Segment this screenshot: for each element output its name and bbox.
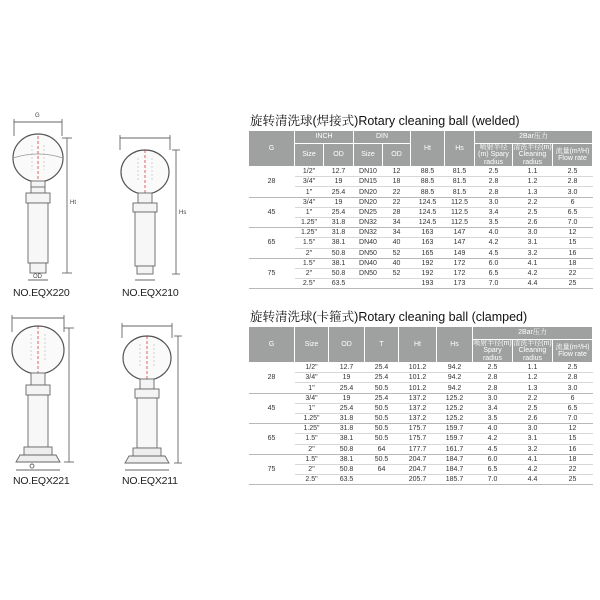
welded-cell: DN32	[354, 217, 383, 227]
clamped-cell: 25.4	[329, 403, 365, 413]
clamped-cell: 1.2	[513, 373, 553, 383]
welded-cell: 52	[383, 248, 411, 258]
welded-cell: 63.5	[324, 279, 354, 289]
welded-cell: 6.5	[553, 207, 593, 217]
welded-cell: 3.2	[513, 248, 553, 258]
clamped-header-hs: Hs	[437, 327, 473, 363]
welded-cell: 2"	[295, 268, 324, 278]
welded-table-row	[249, 177, 593, 187]
welded-cell: 28	[383, 207, 411, 217]
dim-label-g: G	[35, 113, 40, 119]
clamped-cell: 12	[553, 424, 593, 434]
welded-cell: 12.7	[324, 167, 354, 177]
welded-cell: 1.1	[513, 167, 553, 177]
clamped-cell: 1.5"	[295, 454, 329, 464]
welded-cell: 2.6	[513, 217, 553, 227]
clamped-cell: 19	[329, 373, 365, 383]
welded-cell: 25.4	[324, 207, 354, 217]
clamped-cell	[365, 475, 399, 485]
clamped-table-row	[249, 475, 593, 485]
welded-cell: 4.1	[513, 258, 553, 268]
clamped-cell: 204.7	[399, 464, 437, 474]
welded-table-row	[249, 279, 593, 289]
welded-table-row	[249, 187, 593, 197]
clamped-cell: 19	[329, 393, 365, 403]
clamped-header-od: OD	[329, 327, 365, 363]
welded-cell: 31.8	[324, 217, 354, 227]
clamped-cell: 3/4"	[295, 393, 329, 403]
welded-cell: 149	[445, 248, 475, 258]
welded-cell: DN20	[354, 187, 383, 197]
clamped-cell: 4.5	[473, 444, 513, 454]
welded-table-row	[249, 167, 593, 177]
clamped-cell: 18	[553, 454, 593, 464]
welded-cell: 147	[445, 238, 475, 248]
clamped-cell: 50.5	[365, 383, 399, 393]
welded-cell: 38.1	[324, 238, 354, 248]
clamped-table-row	[249, 383, 593, 393]
clamped-table-row	[249, 444, 593, 454]
clamped-cell: 2.8	[473, 373, 513, 383]
clamped-cell: 1.1	[513, 363, 553, 373]
clamped-spec-table	[248, 326, 593, 485]
clamped-cell: 1/2"	[295, 363, 329, 373]
clamped-header-flow: 流量(m³/H) Flow rate	[553, 340, 593, 363]
clamped-cell: 22	[553, 464, 593, 474]
welded-cell: 124.5	[411, 197, 445, 207]
clamped-cell: 12.7	[329, 363, 365, 373]
clamped-header-g: G	[249, 327, 295, 363]
clamped-cell: 50.5	[365, 454, 399, 464]
welded-cell: 192	[411, 258, 445, 268]
welded-header-inch-size: Size	[295, 144, 324, 167]
welded-cell: 1.5"	[295, 258, 324, 268]
welded-cell: 124.5	[411, 207, 445, 217]
welded-table-row	[249, 207, 593, 217]
welded-cell: 19	[324, 177, 354, 187]
welded-cell: 112.5	[445, 197, 475, 207]
clamped-cell: 2.5	[553, 363, 593, 373]
clamped-cell: 94.2	[437, 383, 473, 393]
welded-cell: DN15	[354, 177, 383, 187]
clamped-cell: 204.7	[399, 454, 437, 464]
welded-cell: 163	[411, 238, 445, 248]
clamped-table-body	[249, 363, 593, 485]
drawings-panel	[0, 0, 240, 600]
clamped-cell: 1.5"	[295, 434, 329, 444]
clamped-cell: 3.0	[473, 393, 513, 403]
clamped-cell: 205.7	[399, 475, 437, 485]
clamped-cell-g: 45	[249, 393, 295, 424]
clamped-table-row	[249, 434, 593, 444]
clamped-cell-g: 65	[249, 424, 295, 455]
welded-header-din-size: Size	[354, 144, 383, 167]
clamped-cell: 63.5	[329, 475, 365, 485]
welded-header-ht: Ht	[411, 131, 445, 167]
welded-cell: 2.5	[553, 167, 593, 177]
clamped-cell: 159.7	[437, 424, 473, 434]
clamped-header-pressure: 2Bar压力	[473, 327, 593, 340]
welded-cell: 2.5	[475, 167, 513, 177]
clamped-cell: 161.7	[437, 444, 473, 454]
welded-cell: DN40	[354, 258, 383, 268]
clamped-cell: 125.2	[437, 413, 473, 423]
clamped-cell: 159.7	[437, 434, 473, 444]
clamped-cell: 125.2	[437, 403, 473, 413]
clamped-cell: 50.5	[365, 403, 399, 413]
welded-cell: 7.0	[475, 279, 513, 289]
welded-header-pressure: 2Bar压力	[475, 131, 593, 144]
welded-table-row	[249, 258, 593, 268]
dim-label-od: OD	[33, 274, 42, 280]
cleaning-ball-clamped-small-drawing	[0, 0, 240, 600]
welded-cell: 12	[383, 167, 411, 177]
clamped-cell: 64	[365, 464, 399, 474]
clamped-cell: 101.2	[399, 363, 437, 373]
clamped-cell: 2.5"	[295, 475, 329, 485]
welded-cell: 1"	[295, 187, 324, 197]
dim-label-ht: Ht	[70, 200, 76, 206]
welded-cell: 147	[445, 228, 475, 238]
clamped-cell: 1.3	[513, 383, 553, 393]
clamped-cell: 7.0	[473, 475, 513, 485]
clamped-cell: 3.0	[553, 383, 593, 393]
clamped-cell-g: 75	[249, 454, 295, 485]
clamped-cell: 6.5	[473, 464, 513, 474]
welded-header-hs: Hs	[445, 131, 475, 167]
welded-cell: 3.1	[513, 238, 553, 248]
clamped-cell: 31.8	[329, 413, 365, 423]
welded-cell: 165	[411, 248, 445, 258]
welded-table-row	[249, 197, 593, 207]
welded-cell: 112.5	[445, 207, 475, 217]
clamped-cell: 4.0	[473, 424, 513, 434]
welded-cell: 1/2"	[295, 167, 324, 177]
clamped-cell: 101.2	[399, 373, 437, 383]
welded-cell: 81.5	[445, 187, 475, 197]
welded-cell: 88.5	[411, 177, 445, 187]
clamped-cell: 2.6	[513, 413, 553, 423]
welded-cell: 6.0	[475, 258, 513, 268]
welded-cell: 2.5	[513, 207, 553, 217]
clamped-table-row	[249, 413, 593, 423]
clamped-cell: 7.0	[553, 413, 593, 423]
clamped-table-title: 旋转清洗球(卡箍式)Rotary cleaning ball (clamped)	[250, 310, 528, 324]
clamped-cell: 2.2	[513, 393, 553, 403]
clamped-cell: 3.5	[473, 413, 513, 423]
welded-header-clean: 清洗半径(m) Cleaning radius	[513, 144, 552, 166]
clamped-table-row	[249, 403, 593, 413]
welded-cell: DN40	[354, 238, 383, 248]
clamped-cell: 50.8	[329, 464, 365, 474]
clamped-cell: 2.8	[553, 373, 593, 383]
clamped-header-size: Size	[295, 327, 329, 363]
welded-cell: 1.3	[513, 187, 553, 197]
welded-cell: DN32	[354, 228, 383, 238]
welded-cell: 15	[553, 238, 593, 248]
clamped-cell-g: 28	[249, 363, 295, 394]
drawing-label-eqx211: NO.EQX211	[122, 475, 178, 487]
welded-header-flow: 流量(m³/H) Flow rate	[553, 144, 593, 167]
welded-cell: 88.5	[411, 187, 445, 197]
welded-cell: 40	[383, 258, 411, 268]
welded-cell: DN50	[354, 268, 383, 278]
clamped-cell: 6	[553, 393, 593, 403]
welded-table-row	[249, 238, 593, 248]
clamped-header-t: T	[365, 327, 399, 363]
welded-cell-g: 45	[249, 197, 295, 228]
clamped-cell: 3.2	[513, 444, 553, 454]
clamped-cell: 25	[553, 475, 593, 485]
clamped-cell: 2.5	[513, 403, 553, 413]
welded-cell: 25	[553, 279, 593, 289]
clamped-cell: 4.2	[473, 434, 513, 444]
clamped-table-row	[249, 464, 593, 474]
welded-cell: 163	[411, 228, 445, 238]
welded-cell: DN20	[354, 197, 383, 207]
welded-cell: 2.8	[475, 187, 513, 197]
welded-header-inch: INCH	[295, 131, 354, 144]
clamped-cell: 1.25"	[295, 413, 329, 423]
clamped-cell: 38.1	[329, 454, 365, 464]
welded-cell: 124.5	[411, 217, 445, 227]
clamped-cell: 94.2	[437, 373, 473, 383]
welded-cell: 1.2	[513, 177, 553, 187]
clamped-cell: 38.1	[329, 434, 365, 444]
clamped-cell: 15	[553, 434, 593, 444]
welded-table-title: 旋转清洗球(焊接式)Rotary cleaning ball (welded)	[250, 114, 520, 128]
clamped-table-row	[249, 393, 593, 403]
drawing-label-eqx210: NO.EQX210	[122, 287, 179, 299]
clamped-cell: 94.2	[437, 363, 473, 373]
clamped-cell: 2.8	[473, 383, 513, 393]
welded-cell: 1.5"	[295, 238, 324, 248]
welded-cell: 31.8	[324, 228, 354, 238]
welded-cell: 3.5	[475, 217, 513, 227]
clamped-cell: 2"	[295, 444, 329, 454]
clamped-table-row	[249, 424, 593, 434]
welded-cell: 173	[445, 279, 475, 289]
welded-cell: 34	[383, 228, 411, 238]
welded-cell: 12	[553, 228, 593, 238]
welded-table-row	[249, 217, 593, 227]
welded-cell: 4.5	[475, 248, 513, 258]
welded-cell: 3.0	[475, 197, 513, 207]
clamped-cell: 31.8	[329, 424, 365, 434]
welded-cell: 22	[383, 197, 411, 207]
welded-cell: 38.1	[324, 258, 354, 268]
welded-table-row	[249, 268, 593, 278]
clamped-cell: 3/4"	[295, 373, 329, 383]
welded-header-din: DIN	[354, 131, 411, 144]
welded-table-row	[249, 228, 593, 238]
welded-spec-table	[248, 130, 593, 289]
clamped-cell: 3.0	[513, 424, 553, 434]
welded-cell: 3.4	[475, 207, 513, 217]
clamped-cell: 3.1	[513, 434, 553, 444]
welded-cell: 52	[383, 268, 411, 278]
clamped-cell: 1"	[295, 383, 329, 393]
welded-cell: 1"	[295, 207, 324, 217]
welded-cell: 4.2	[513, 268, 553, 278]
clamped-header-clean: 清洗半径(m) Cleaning radius	[513, 340, 552, 362]
welded-cell: 18	[553, 258, 593, 268]
welded-cell: 3/4"	[295, 197, 324, 207]
clamped-cell: 1.25"	[295, 424, 329, 434]
clamped-cell: 25.4	[365, 373, 399, 383]
welded-cell: 7.0	[553, 217, 593, 227]
clamped-table-row	[249, 373, 593, 383]
welded-cell: DN25	[354, 207, 383, 217]
clamped-cell: 25.4	[329, 383, 365, 393]
welded-cell: 50.8	[324, 248, 354, 258]
clamped-cell: 185.7	[437, 475, 473, 485]
welded-cell: 2.2	[513, 197, 553, 207]
welded-cell	[383, 279, 411, 289]
welded-cell: 1.25"	[295, 217, 324, 227]
clamped-cell: 184.7	[437, 464, 473, 474]
clamped-cell: 175.7	[399, 424, 437, 434]
welded-cell: 81.5	[445, 177, 475, 187]
clamped-cell: 25.4	[365, 393, 399, 403]
welded-cell-g: 65	[249, 228, 295, 259]
welded-cell: 22	[553, 268, 593, 278]
welded-cell: DN10	[354, 167, 383, 177]
clamped-cell: 1"	[295, 403, 329, 413]
welded-header-spray: 喷射半径(m) Spary radius	[475, 144, 513, 167]
clamped-table-row	[249, 454, 593, 464]
welded-cell: 34	[383, 217, 411, 227]
clamped-cell: 184.7	[437, 454, 473, 464]
welded-cell: 4.2	[475, 238, 513, 248]
welded-cell: 6	[553, 197, 593, 207]
clamped-cell: 137.2	[399, 413, 437, 423]
welded-cell: 4.0	[475, 228, 513, 238]
clamped-cell: 25.4	[365, 363, 399, 373]
welded-cell	[354, 279, 383, 289]
welded-cell: 2"	[295, 248, 324, 258]
dim-label-hs: Hs	[179, 210, 187, 216]
welded-cell: 50.8	[324, 268, 354, 278]
welded-cell: 2.5"	[295, 279, 324, 289]
clamped-cell: 137.2	[399, 403, 437, 413]
drawing-label-eqx220: NO.EQX220	[13, 287, 70, 299]
clamped-cell: 2.5	[473, 363, 513, 373]
welded-cell: 112.5	[445, 217, 475, 227]
clamped-cell: 125.2	[437, 393, 473, 403]
welded-cell: 81.5	[445, 167, 475, 177]
welded-cell: 3/4"	[295, 177, 324, 187]
welded-cell: 3.0	[513, 228, 553, 238]
welded-cell: 6.5	[475, 268, 513, 278]
welded-cell: 88.5	[411, 167, 445, 177]
welded-cell: 2.8	[475, 177, 513, 187]
welded-header-g: G	[249, 131, 295, 167]
clamped-cell: 101.2	[399, 383, 437, 393]
drawing-label-eqx221: NO.EQX221	[13, 475, 70, 487]
welded-cell: 2.8	[553, 177, 593, 187]
clamped-cell: 6.0	[473, 454, 513, 464]
welded-cell: 18	[383, 177, 411, 187]
welded-cell: 4.4	[513, 279, 553, 289]
welded-cell: 172	[445, 258, 475, 268]
welded-cell: 22	[383, 187, 411, 197]
welded-cell: 193	[411, 279, 445, 289]
welded-cell: 192	[411, 268, 445, 278]
welded-cell-g: 75	[249, 258, 295, 289]
clamped-cell: 4.1	[513, 454, 553, 464]
welded-cell: 19	[324, 197, 354, 207]
clamped-cell: 64	[365, 444, 399, 454]
welded-cell: 40	[383, 238, 411, 248]
clamped-cell: 50.5	[365, 434, 399, 444]
welded-header-inch-od: OD	[324, 144, 354, 167]
clamped-cell: 50.5	[365, 424, 399, 434]
clamped-header-spray: 喷射半径(m) Spary radius	[473, 340, 512, 362]
welded-header-din-od: OD	[383, 144, 411, 167]
clamped-cell: 16	[553, 444, 593, 454]
welded-cell: DN50	[354, 248, 383, 258]
welded-table-body	[249, 167, 593, 289]
clamped-cell: 175.7	[399, 434, 437, 444]
welded-cell: 172	[445, 268, 475, 278]
clamped-cell: 50.5	[365, 413, 399, 423]
welded-cell-g: 28	[249, 167, 295, 198]
clamped-cell: 137.2	[399, 393, 437, 403]
clamped-cell: 2"	[295, 464, 329, 474]
welded-cell: 1.25"	[295, 228, 324, 238]
clamped-cell: 6.5	[553, 403, 593, 413]
welded-cell: 25.4	[324, 187, 354, 197]
clamped-cell: 3.4	[473, 403, 513, 413]
clamped-cell: 50.8	[329, 444, 365, 454]
clamped-cell: 4.2	[513, 464, 553, 474]
clamped-header-ht: Ht	[399, 327, 437, 363]
clamped-table-row	[249, 363, 593, 373]
welded-cell: 3.0	[553, 187, 593, 197]
welded-cell: 16	[553, 248, 593, 258]
clamped-cell: 177.7	[399, 444, 437, 454]
welded-table-row	[249, 248, 593, 258]
clamped-cell: 4.4	[513, 475, 553, 485]
